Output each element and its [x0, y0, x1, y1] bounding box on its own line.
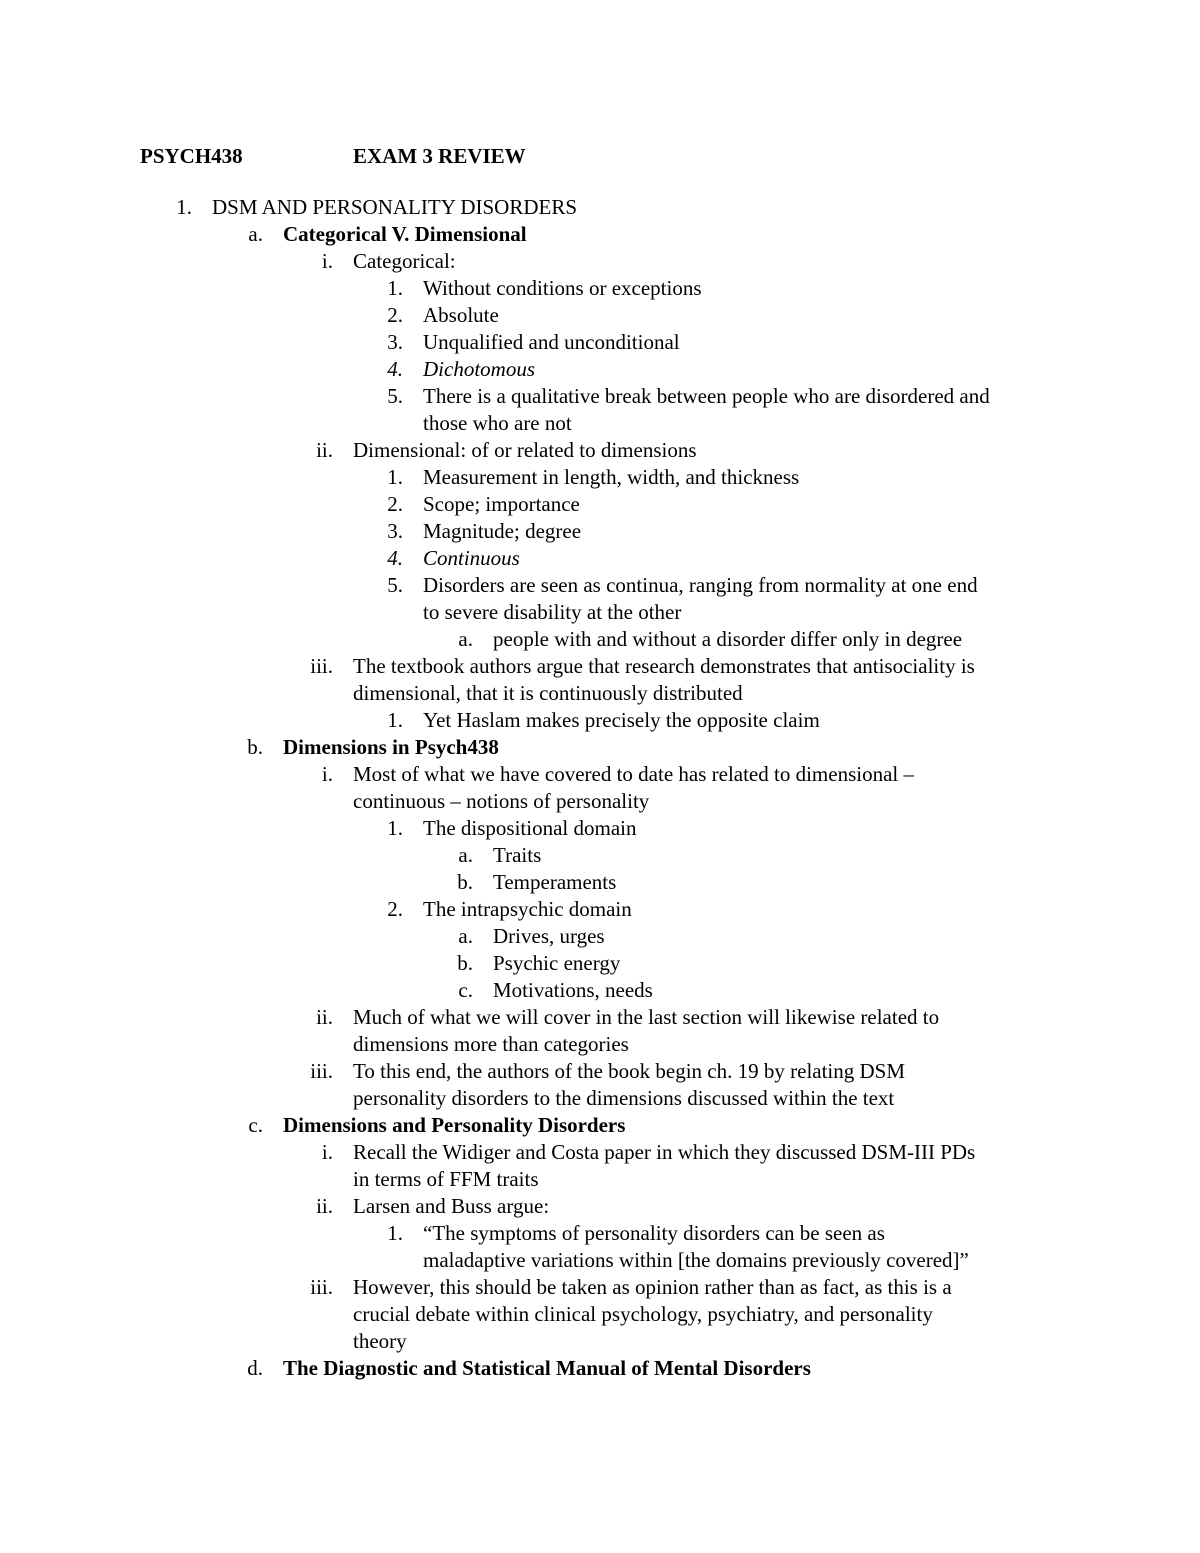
list-item-text: Much of what we will cover in the last section will likewise related to	[353, 1005, 940, 1029]
list-item-text: Measurement in length, width, and thickness	[423, 465, 800, 489]
list-item-text: The dispositional domain	[423, 816, 637, 840]
list-item-text: Most of what we have covered to date has related to dimensional –	[353, 762, 914, 786]
list-marker: 4.	[387, 357, 403, 381]
list-item-text: “The symptoms of personality disorders can be seen as	[423, 1221, 885, 1245]
list-marker: ii.	[316, 1194, 333, 1218]
list-marker: ii.	[316, 438, 333, 462]
list-marker: c.	[248, 1113, 263, 1137]
list-marker: 3.	[387, 330, 403, 354]
list-marker: 1.	[387, 276, 403, 300]
list-item-text: Unqualified and unconditional	[423, 330, 680, 354]
list-item-text: Psychic energy	[493, 951, 621, 975]
list-item-text: Traits	[493, 843, 542, 867]
list-marker: 5.	[387, 573, 403, 597]
list-item-text: Absolute	[423, 303, 499, 327]
list-item-text: Categorical:	[353, 249, 456, 273]
list-marker: a.	[458, 843, 473, 867]
list-item-text: DSM AND PERSONALITY DISORDERS	[212, 195, 578, 219]
list-marker: 2.	[387, 492, 403, 516]
list-marker: 4.	[387, 546, 403, 570]
list-marker: ii.	[316, 1005, 333, 1029]
list-item-text: Scope; importance	[423, 492, 580, 516]
list-item-text: The textbook authors argue that research demonstrates that antisociality is	[353, 654, 975, 678]
list-marker: i.	[321, 762, 333, 786]
list-marker: 1.	[387, 1221, 403, 1245]
list-item-text: Disorders are seen as continua, ranging from normality at one end	[423, 573, 978, 597]
list-marker: 1.	[387, 465, 403, 489]
list-marker: a.	[458, 627, 473, 651]
list-item-text: Continuous	[423, 546, 520, 570]
list-item-text: Motivations, needs	[493, 978, 653, 1002]
list-marker: d.	[247, 1356, 263, 1380]
list-item-text: However, this should be taken as opinion rather than as fact, as this is a	[353, 1275, 952, 1299]
list-marker: b.	[247, 735, 263, 759]
document-header	[140, 144, 526, 169]
list-marker: iii.	[310, 1059, 333, 1083]
list-item-text: continuous – notions of personality	[353, 789, 650, 813]
list-marker: iii.	[310, 1275, 333, 1299]
list-item-text: to severe disability at the other	[423, 600, 682, 624]
list-marker: 1.	[387, 816, 403, 840]
list-item-text: people with and without a disorder differ only in degree	[493, 627, 963, 651]
list-item-text: To this end, the authors of the book begin ch. 19 by relating DSM	[353, 1059, 906, 1083]
list-item-text: The intrapsychic domain	[423, 897, 632, 921]
list-item-text: Magnitude; degree	[423, 519, 582, 543]
list-marker: 2.	[387, 897, 403, 921]
list-item-text: Temperaments	[493, 870, 617, 894]
document-title: EXAM 3 REVIEW	[353, 144, 526, 168]
list-item-text: dimensional, that it is continuously distributed	[353, 681, 743, 705]
list-item-text: maladaptive variations within [the domains previously covered]”	[423, 1248, 969, 1272]
list-item-text: in terms of FFM traits	[353, 1167, 539, 1191]
list-marker: iii.	[310, 654, 333, 678]
list-item-text: Dichotomous	[423, 357, 535, 381]
list-item-text: Recall the Widiger and Costa paper in which they discussed DSM-III PDs	[353, 1140, 976, 1164]
list-marker: i.	[321, 249, 333, 273]
list-marker: c.	[458, 978, 473, 1002]
section-heading: Categorical V. Dimensional	[283, 222, 527, 246]
list-marker: i.	[321, 1140, 333, 1164]
list-marker: 2.	[387, 303, 403, 327]
list-marker: a.	[458, 924, 473, 948]
list-marker: 1.	[176, 195, 192, 219]
list-marker: b.	[457, 951, 473, 975]
list-item-text: Without conditions or exceptions	[423, 276, 702, 300]
list-item-text: Yet Haslam makes precisely the opposite claim	[423, 708, 820, 732]
list-item-text: personality disorders to the dimensions discussed within the text	[353, 1086, 895, 1110]
list-item-text: dimensions more than categories	[353, 1032, 629, 1056]
list-marker: a.	[248, 222, 263, 246]
list-item-text: There is a qualitative break between people who are disordered and	[423, 384, 990, 408]
list-item-text: Dimensional: of or related to dimensions	[353, 438, 697, 462]
section-heading: Dimensions in Psych438	[283, 735, 499, 759]
section-heading: Dimensions and Personality Disorders	[283, 1113, 626, 1137]
list-item-text: those who are not	[423, 411, 572, 435]
course-code: PSYCH438	[140, 144, 243, 168]
list-marker: 1.	[387, 708, 403, 732]
list-item-text: Drives, urges	[493, 924, 605, 948]
list-marker: 5.	[387, 384, 403, 408]
list-marker: 3.	[387, 519, 403, 543]
list-item-text: Larsen and Buss argue:	[353, 1194, 550, 1218]
section-heading: The Diagnostic and Statistical Manual of Mental Disorders	[283, 1356, 811, 1380]
list-item-text: theory	[353, 1329, 407, 1353]
list-item-text: crucial debate within clinical psychology, psychiatry, and personality	[353, 1302, 933, 1326]
list-marker: b.	[457, 870, 473, 894]
